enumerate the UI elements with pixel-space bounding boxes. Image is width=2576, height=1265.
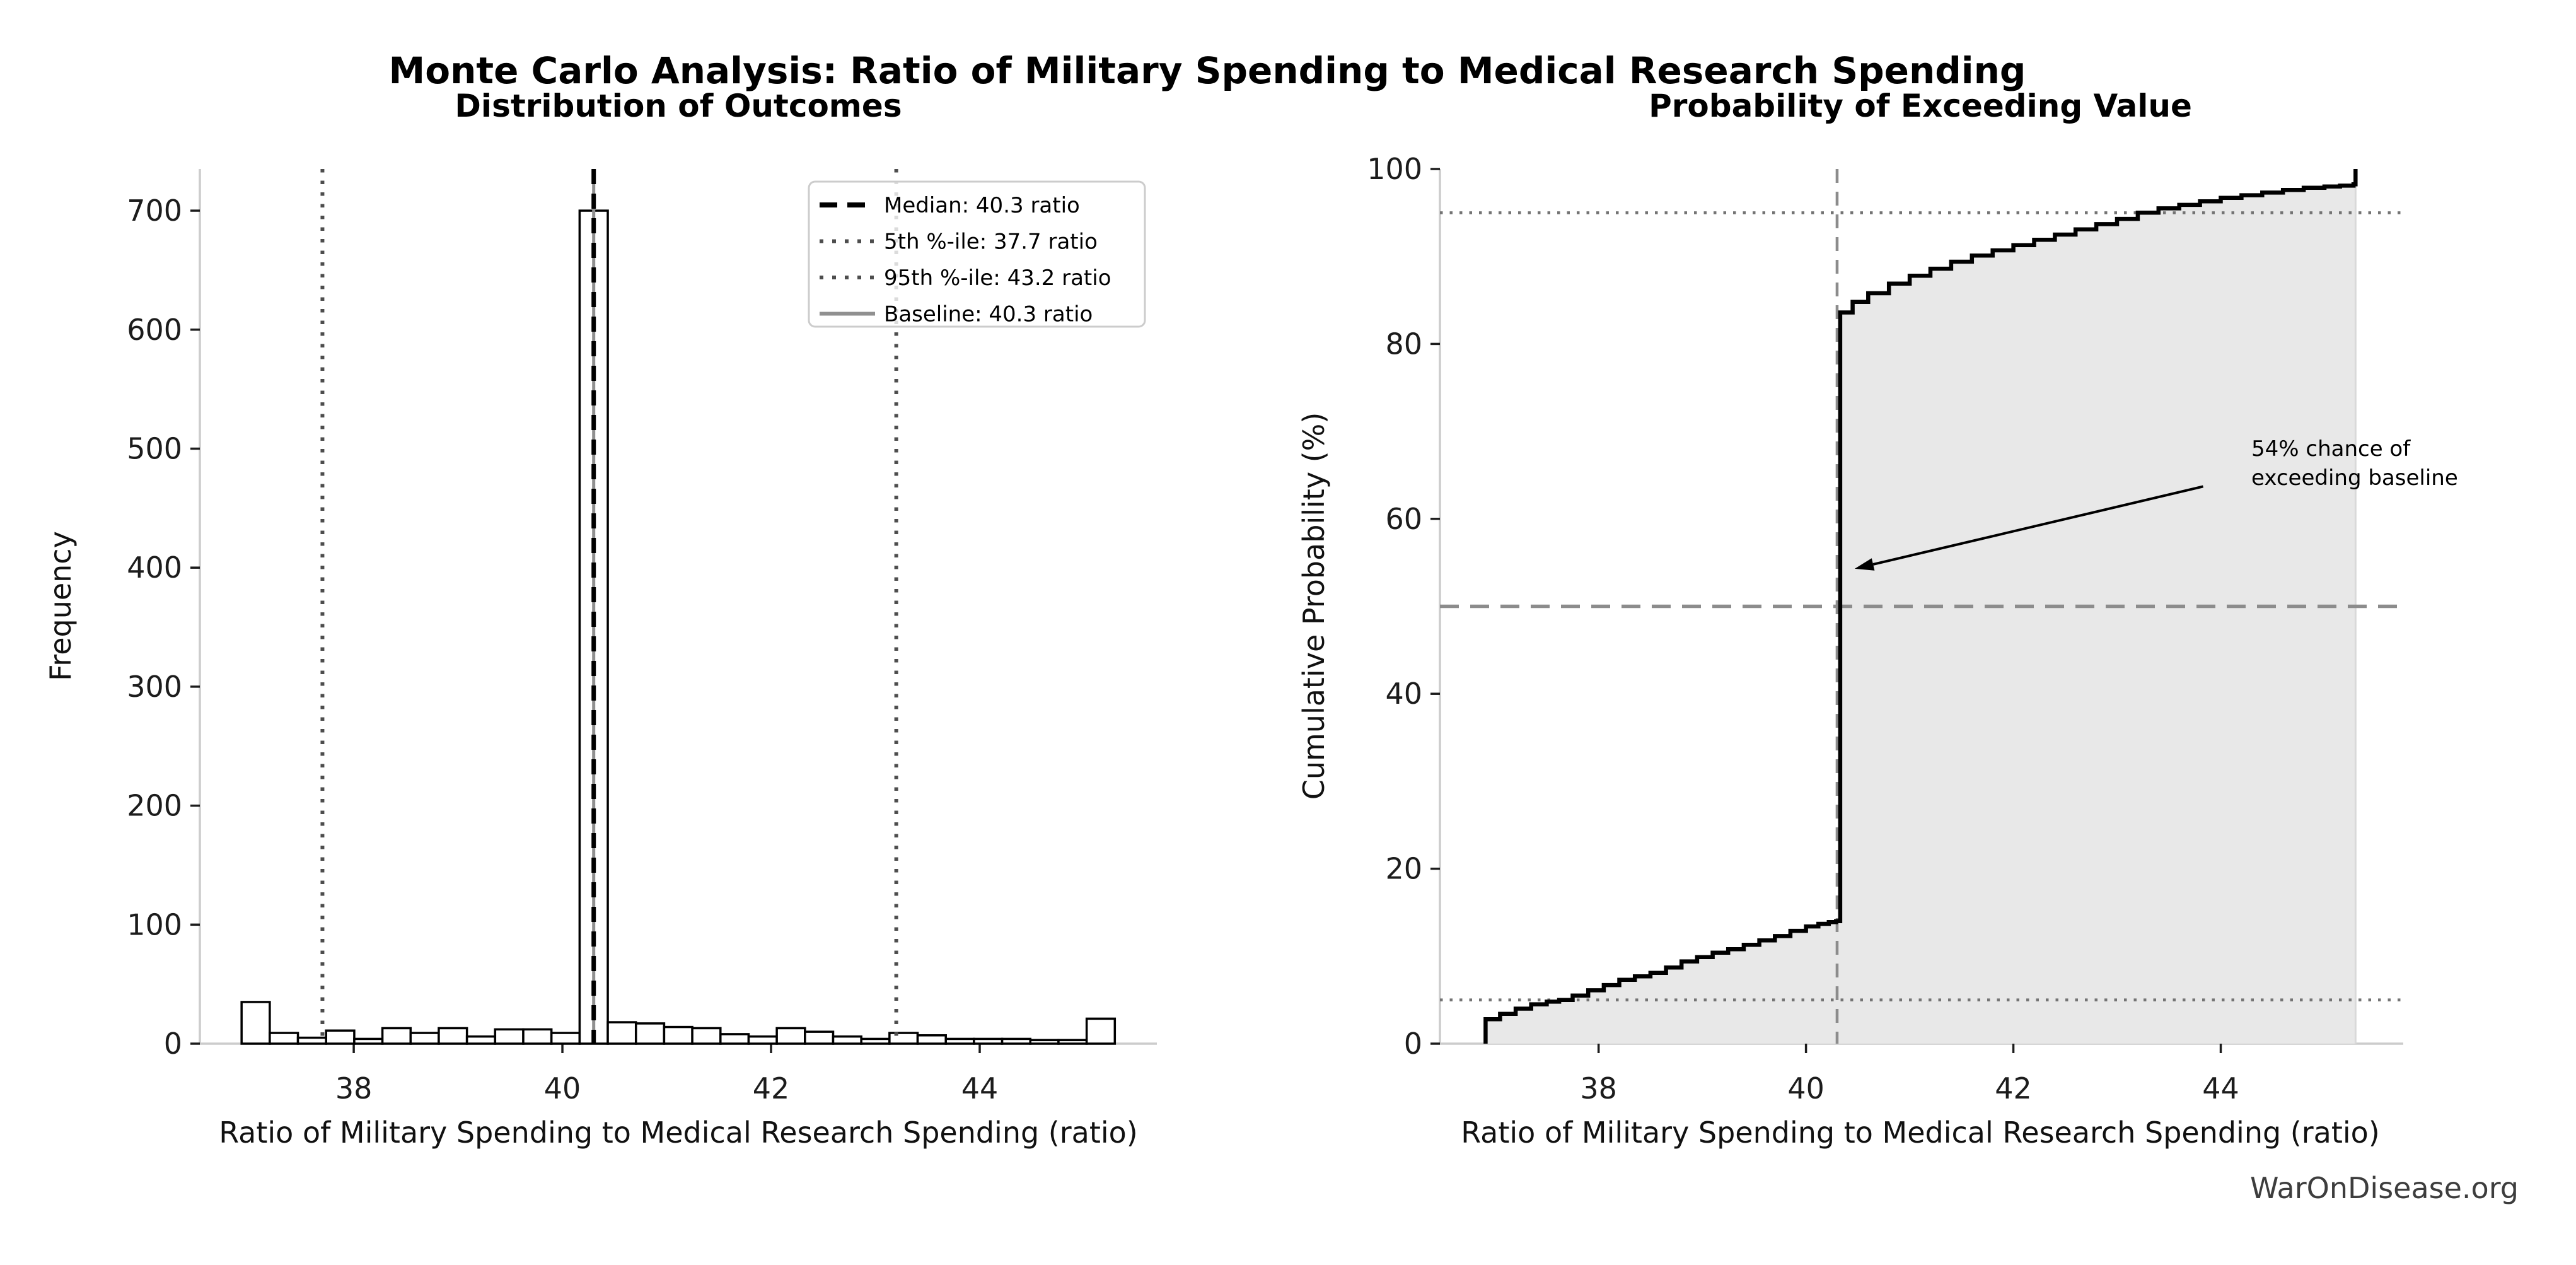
y-tick-label: 400	[127, 551, 182, 585]
x-tick-label: 44	[961, 1071, 999, 1105]
legend-label: 95th %-ile: 43.2 ratio	[884, 265, 1111, 291]
histogram-bar	[495, 1029, 523, 1044]
histogram-bar	[467, 1037, 496, 1044]
y-tick-label: 100	[1367, 152, 1422, 186]
x-tick-label: 42	[752, 1071, 790, 1105]
y-tick-label: 100	[127, 907, 182, 942]
y-tick-label: 300	[127, 669, 182, 704]
y-tick-label: 60	[1385, 501, 1422, 536]
histogram-bar	[918, 1035, 946, 1044]
histogram-bar	[890, 1033, 918, 1044]
x-tick-label: 42	[1995, 1071, 2032, 1105]
right-plot-ylabel: Cumulative Probability (%)	[1297, 412, 1331, 800]
x-tick-label: 38	[335, 1071, 373, 1105]
y-tick-label: 700	[127, 194, 182, 228]
right-plot-title: Probability of Exceeding Value	[1649, 88, 2192, 124]
legend	[809, 182, 1145, 327]
histogram-bar	[1030, 1040, 1059, 1044]
histogram-bar	[523, 1029, 552, 1044]
left-plot-xlabel: Ratio of Military Spending to Medical Research Spending (ratio)	[219, 1116, 1138, 1150]
histogram-bar	[721, 1034, 749, 1044]
x-tick-label: 44	[2202, 1071, 2239, 1105]
histogram-bar	[354, 1039, 383, 1044]
histogram-bar	[298, 1038, 327, 1044]
y-tick-label: 0	[1403, 1027, 1422, 1061]
x-tick-label: 40	[543, 1071, 581, 1105]
x-tick-label: 38	[1580, 1071, 1617, 1105]
histogram-bar	[383, 1028, 411, 1044]
watermark: WarOnDisease.org	[2250, 1171, 2519, 1205]
y-tick-label: 80	[1385, 327, 1422, 361]
legend-label: Baseline: 40.3 ratio	[884, 301, 1093, 327]
legend-label: Median: 40.3 ratio	[884, 193, 1080, 218]
annotation-line-2: exceeding baseline	[2251, 465, 2458, 491]
histogram-bar	[552, 1033, 580, 1044]
histogram-bar	[241, 1002, 270, 1044]
y-tick-label: 20	[1385, 851, 1422, 886]
histogram-bar	[777, 1028, 805, 1044]
histogram-bar	[1087, 1018, 1115, 1044]
histogram-bar	[833, 1037, 861, 1044]
histogram-bar	[861, 1039, 890, 1044]
histogram-bar	[692, 1028, 721, 1044]
histogram-bar	[664, 1027, 692, 1044]
right-plot-xlabel: Ratio of Military Spending to Medical Research Spending (ratio)	[1461, 1116, 2380, 1150]
histogram-bar	[805, 1032, 833, 1044]
legend-label: 5th %-ile: 37.7 ratio	[884, 229, 1098, 255]
histogram-bar	[974, 1039, 1002, 1044]
histogram-bar	[326, 1030, 354, 1044]
left-plot-ylabel: Frequency	[44, 531, 78, 681]
y-tick-label: 0	[163, 1027, 182, 1061]
histogram-bar	[439, 1028, 467, 1044]
y-tick-label: 200	[127, 788, 182, 823]
x-tick-label: 40	[1787, 1071, 1825, 1105]
histogram-bar	[636, 1023, 664, 1044]
histogram-bar	[748, 1037, 777, 1044]
left-plot-title: Distribution of Outcomes	[455, 88, 902, 124]
histogram-bar	[1002, 1039, 1031, 1044]
histogram-bar	[1059, 1040, 1087, 1044]
histogram-bar	[608, 1022, 636, 1044]
figure-suptitle: Monte Carlo Analysis: Ratio of Military Spending to Medical Research Spending	[388, 49, 2026, 92]
histogram-bar	[410, 1033, 439, 1044]
annotation-line-1: 54% chance of	[2251, 436, 2411, 462]
y-tick-label: 600	[127, 312, 182, 347]
y-tick-label: 500	[127, 431, 182, 466]
y-tick-label: 40	[1385, 677, 1422, 711]
histogram-bar	[270, 1033, 298, 1044]
histogram-bar	[946, 1039, 974, 1044]
